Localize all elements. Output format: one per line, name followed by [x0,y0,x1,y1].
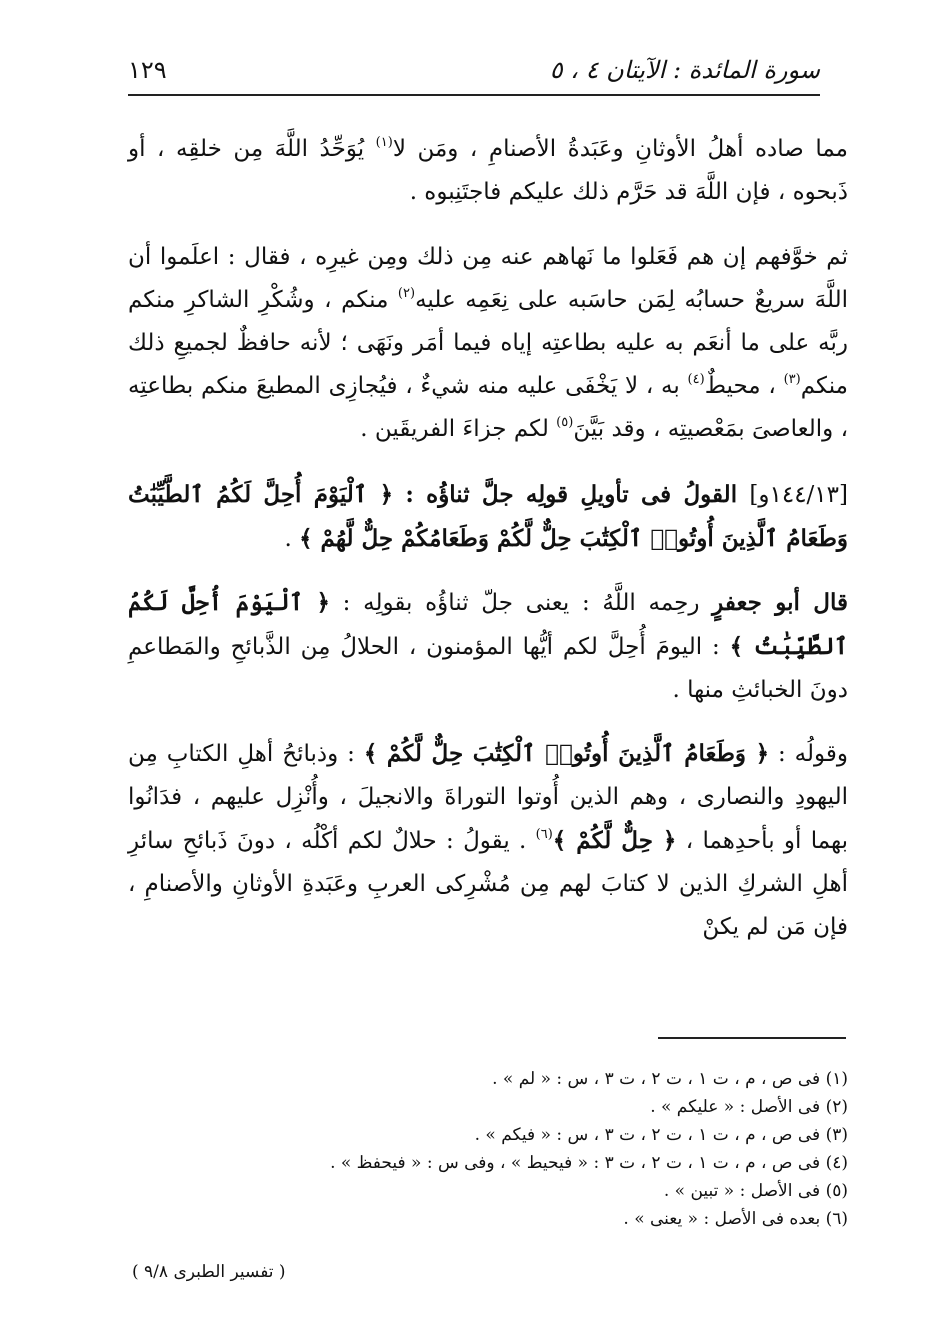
quran-verse: ﴿ ٱلْيَوْمَ أُحِلَّ لَكُمُ ٱلطَّيِّبَٰتُ ﴾ [128,589,848,660]
paragraph-3 [128,473,848,561]
quran-verse: ﴿ حِلٌّ لَّكُمْ ﴾ [552,827,677,854]
paragraph-4 [128,581,848,712]
footnote-ref-2: (٢) [397,286,416,301]
text-run: ، محيطٌ [704,373,784,399]
footnote-ref-4: (٤) [687,372,705,387]
footnote-ref-1: (١) [375,135,393,150]
paragraph-1 [128,128,848,214]
text-run: رحِمه اللَّهُ : يعنى جلّ ثناؤُه بقولِه : [329,590,713,616]
header-rule [128,94,820,96]
section-heading: القولُ فى تأويلِ قولِه جلَّ ثناؤُه : [393,481,750,508]
footnote-rule [658,1037,846,1039]
footnote: (١) فى ص ، م ، ت ١ ، ت ٢ ، ت ٣ ، س : « لم » . [492,1069,848,1089]
footnote-ref-6: (٦) [535,827,553,842]
footnote: (٢) فى الأصل : « عليكم » . [650,1097,848,1117]
page-number: ١٢٩ [128,56,167,84]
footnote-ref-5: (٥) [556,415,574,430]
footnote-ref-3: (٣) [783,372,801,387]
quran-verse: ﴿ وَطَعَامُ ٱلَّذِينَ أُوتُوا۟ ٱلْكِتَٰبَ حِلٌّ لَّكُمْ ﴾ [363,740,770,767]
text-run: . يقولُ : حلالٌ لكم أكْلُه ، دونَ ذَبائحِ سائرِ أهلِ الشركِ الذين لا كتابَ لهم مِن مُشْرِكى العربِ وعَبَدةِ الأوثانِ والأصنامِ ، فإن مَن لم يكنْ [128,828,848,940]
text-run: . [284,526,300,552]
text-run: منكم ، وشُكْرِ الشاكرِ منكم ربَّه على ما أنعَم به عليه بطاعتِه إياه فيما أمَر ونَهَى ؛ لأنه حافظٌ لجميعِ ذلك منكم [128,287,848,399]
running-title: سورة المائدة : الآيتان ٤ ، ٥ [549,56,820,84]
paragraph-2 [128,236,848,451]
text-run: مما صاده أهلُ الأوثانِ وعَبَدةُ الأصنامِ ، ومَن لا [392,136,848,162]
signature-mark: ( تفسير الطبرى ٩/٨ ) [132,1262,286,1282]
running-header [128,52,820,96]
text-run: : اليومَ أُحِلَّ لكم أيُّها المؤمنون ، الحلالُ مِن الذَّبائحِ والمَطاعمِ دونَ الخبائثِ منها . [128,634,848,703]
footnote: (٦) بعده فى الأصل : « يعنى » . [623,1209,848,1229]
text-run: يُوَحِّدُ اللَّهَ مِن خلقِه ، أو ذَبحوه ، فإن اللَّهَ قد حَرَّم ذلك عليكم فاجتَنِبوه . [128,136,848,205]
footnotes [148,1065,848,1233]
text-run: ثم خوَّفهم إن هم فَعَلوا ما نَهاهم عنه مِن ذلك ومِن غيرِه ، فقال : اعلَموا أن اللَّهَ سريعٌ حسابُه لِمَن حاسَبه على نِعَمِه عليه [128,244,848,313]
footnote: (٥) فى الأصل : « تبين » . [663,1181,848,1201]
text-run: : وذبائحُ أهلِ الكتابِ مِن اليهودِ والنصارى ، وهم الذين أُوتوا التوراةَ والانجيلَ ، وأُنْزِل عليهم ، فدَانُوا بهما أو بأحدِهما ، [128,741,849,854]
footnote: (٤) فى ص ، م ، ت ١ ، ت ٢ ، ت ٣ : « فيحيط » ، وفى س : « فيحفظ » . [330,1153,848,1173]
text-run: لكم جزاءَ الفريقَين . [360,416,557,442]
quran-verse: ﴿ ٱلْيَوْمَ أُحِلَّ لَكُمُ ٱلطَّيِّبَٰتُ وَطَعَامُ ٱلَّذِينَ أُوتُوا۟ ٱلْكِتَٰبَ حِلٌّ لَّكُمْ وَطَعَامُكُمْ حِلٌّ لَّهُمْ ﴾ [128,481,848,552]
speaker-name: قال أبو جعفرٍ [712,589,848,616]
body-text [128,128,848,971]
text-run: وقولُه : [769,741,848,767]
footnote: (٣) فى ص ، م ، ت ١ ، ت ٢ ، ت ٣ ، س : « فيكم » . [474,1125,848,1145]
page-ref: [١٤٤/١٣و] [749,482,848,508]
paragraph-5 [128,732,848,949]
text-run: به ، لا يَخْفَى عليه منه شيءٌ ، فيُجازِى المطيعَ منكم بطاعتِه ، والعاصىَ بمَعْصيتِه ، وقد بَيَّنَ [128,373,848,442]
